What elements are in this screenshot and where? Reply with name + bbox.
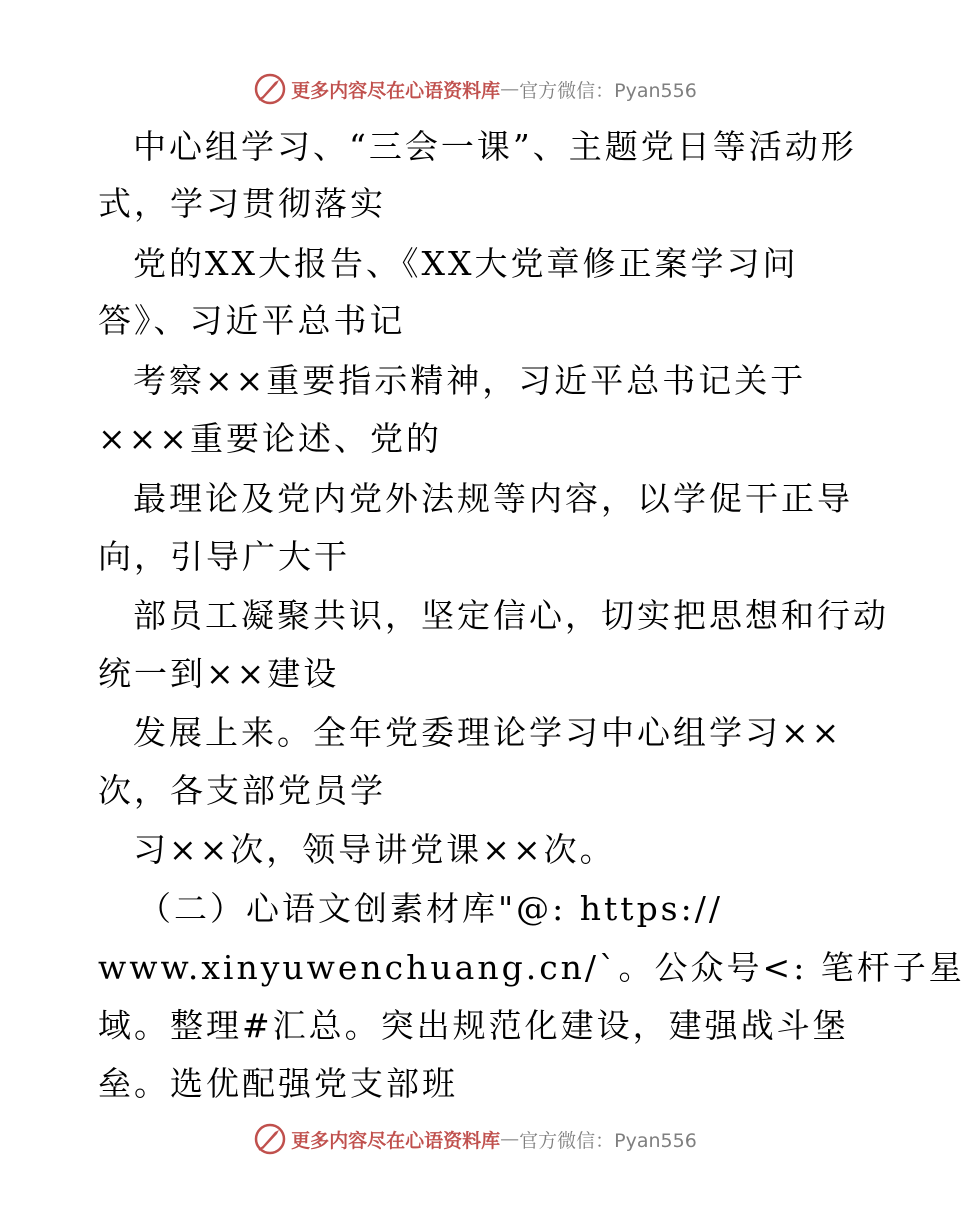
watermark-banner-top [0, 72, 950, 106]
watermark-dash: — [500, 78, 520, 100]
watermark-site-text: 更多内容尽在心语资料库 [291, 1129, 501, 1152]
text-line: 中心组学习、“三会一课”、主题党日等活动形 [133, 127, 857, 166]
watermark-content [253, 72, 697, 106]
text-line: 部员工凝聚共识，坚定信心，切实把思想和行动 [133, 596, 889, 635]
text-line: 统一到××建设 [98, 654, 340, 693]
text-line: 向，引导广大干 [98, 537, 350, 576]
text-line: ×××重要论述、党的 [98, 419, 442, 458]
text-line: 习××次，领导讲党课××次。 [133, 830, 616, 869]
text-line: 次，各支部党员学 [98, 771, 386, 810]
watermark-wechat-text: 官方微信：Pyan556 [519, 1129, 697, 1152]
watermark-content [253, 1122, 697, 1156]
text-line: 发展上来。全年党委理论学习中心组学习×× [133, 713, 843, 752]
text-line: 最理论及党内党外法规等内容，以学促干正导 [133, 479, 853, 518]
text-line: www.xinyuwenchuang.cn/`。公众号<: 笔杆子星 [98, 948, 965, 987]
text-line: 域。整理#汇总。突出规范化建设，建强战斗堡 [98, 1006, 849, 1045]
watermark-dash: — [500, 1128, 520, 1150]
text-line: 式，学习贯彻落实 [98, 184, 386, 223]
watermark-wechat-text: 官方微信：Pyan556 [519, 79, 697, 102]
text-line: 考察××重要指示精神，习近平总书记关于 [133, 361, 807, 400]
quill-pen-logo-icon [253, 72, 287, 106]
watermark-site-text: 更多内容尽在心语资料库 [291, 79, 501, 102]
text-line: 答》、习近平总书记 [98, 301, 406, 340]
text-line: 党的XX大报告、《XX大党章修正案学习问 [133, 244, 799, 283]
quill-pen-logo-icon [253, 1122, 287, 1156]
text-line: （二）心语文创素材库"@: https:// [138, 889, 723, 928]
watermark-banner-bottom [0, 1122, 950, 1156]
text-line: 垒。选优配强党支部班 [98, 1064, 458, 1103]
